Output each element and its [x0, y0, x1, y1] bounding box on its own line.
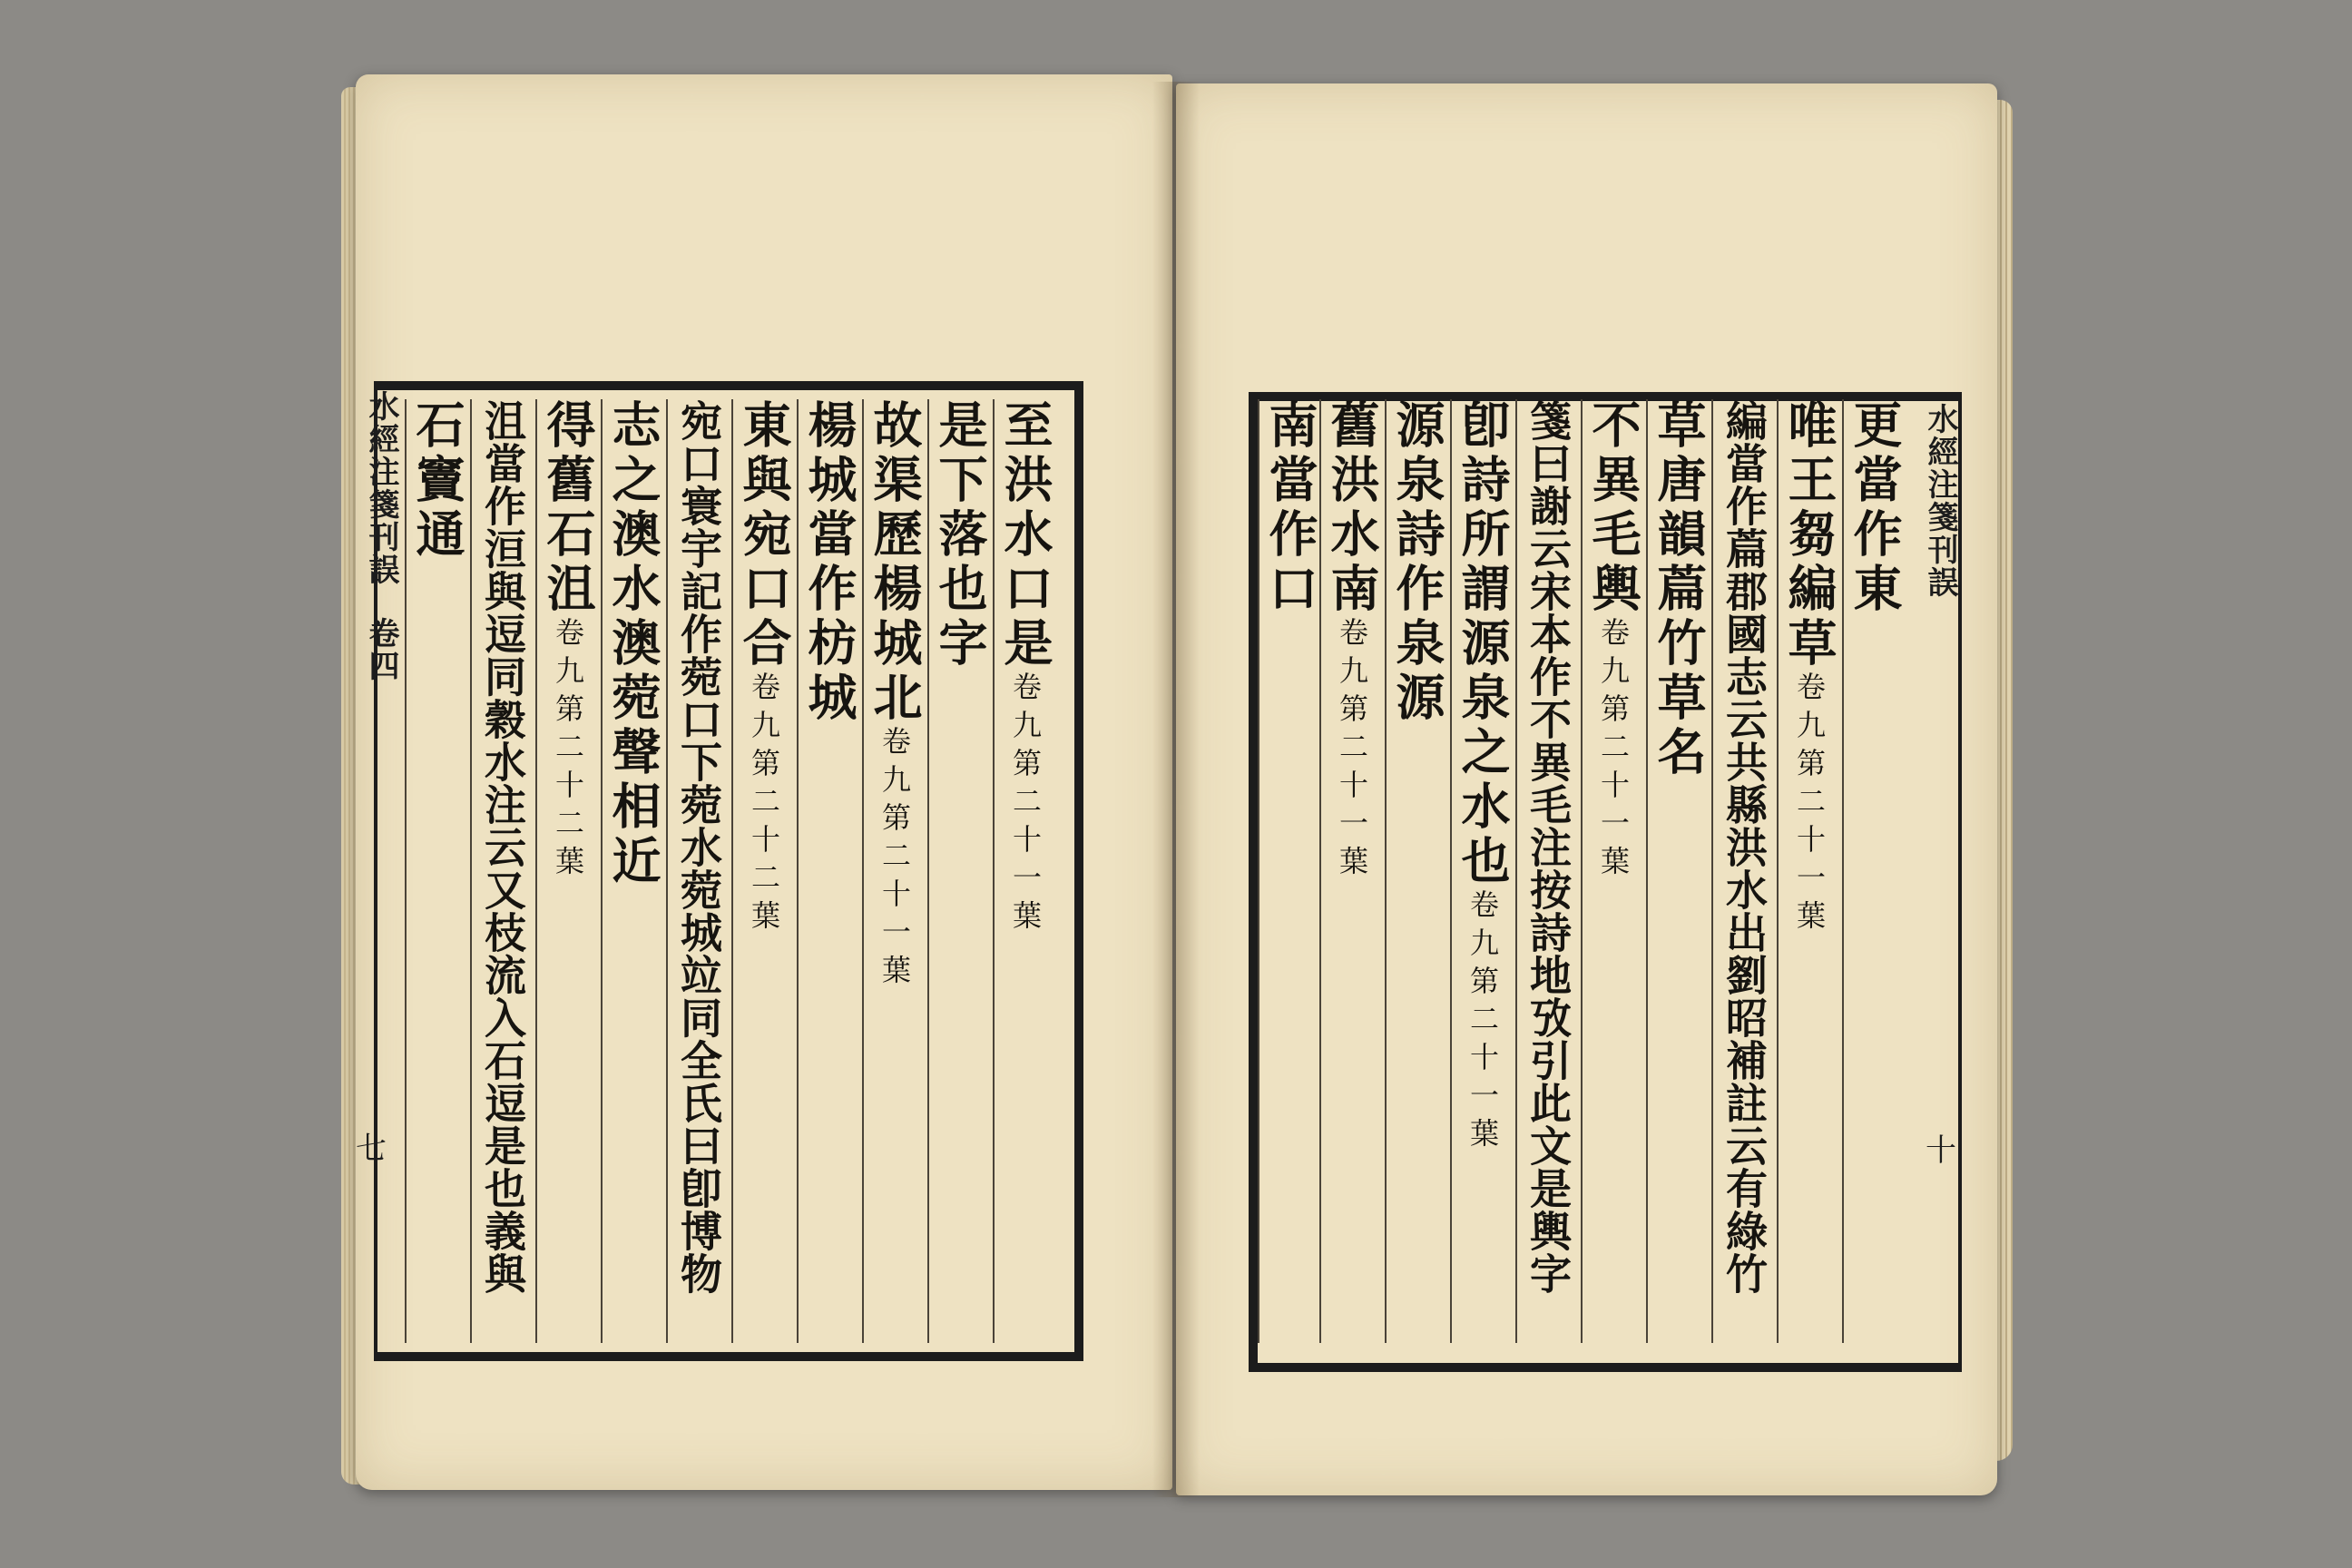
book-spine: [1152, 82, 1200, 1497]
left-margin-title: 水經注箋刊誤: [363, 390, 399, 586]
right-column: 更當作東: [1842, 399, 1904, 1343]
left-column: 至洪水口是卷九第二十一葉: [993, 399, 1054, 1343]
left-column: 是下落也字: [927, 399, 989, 1343]
left-column: 得舊石沮卷九第二十二葉: [535, 399, 597, 1343]
right-column: 唯王芻編草卷九第二十一葉: [1777, 399, 1838, 1343]
left-margin-volume: 卷四: [363, 617, 399, 682]
right-column: 不異毛輿卷九第二十一葉: [1581, 399, 1642, 1343]
left-column: 楊城當作枋城: [797, 399, 858, 1343]
left-page-number: 七: [356, 1131, 387, 1167]
right-margin-title: 水經注箋刊誤: [1922, 403, 1958, 599]
right-column: 南當作口: [1258, 399, 1319, 1343]
left-column: 宛口寰宇記作菀口下菀水菀城竝同全氏曰卽博物: [666, 399, 728, 1343]
right-column: 草唐韻萹竹草名: [1646, 399, 1708, 1343]
right-column: 箋曰謝云宋本作不異毛注按詩地攷引此文是輿字: [1515, 399, 1577, 1343]
right-page-number: 十: [1926, 1132, 1956, 1169]
right-column: 源泉詩作泉源: [1385, 399, 1446, 1343]
left-column: 沮當作洹與逗同穀水注云又枝流入石逗是也義與: [470, 399, 532, 1343]
left-column: 志之澳水澳菀聲相近: [601, 399, 662, 1343]
right-column: 舊洪水南卷九第二十一葉: [1319, 399, 1381, 1343]
left-column: 東與宛口合卷九第二十二葉: [731, 399, 793, 1343]
right-column: 卽詩所謂源泉之水也卷九第二十一葉: [1450, 399, 1512, 1343]
left-column: 故渠歷楊城北卷九第二十一葉: [862, 399, 924, 1343]
left-column: 石竇通: [405, 399, 466, 1343]
right-column: 編當作萹郡國志云共縣洪水出劉昭補註云有綠竹: [1711, 399, 1773, 1343]
